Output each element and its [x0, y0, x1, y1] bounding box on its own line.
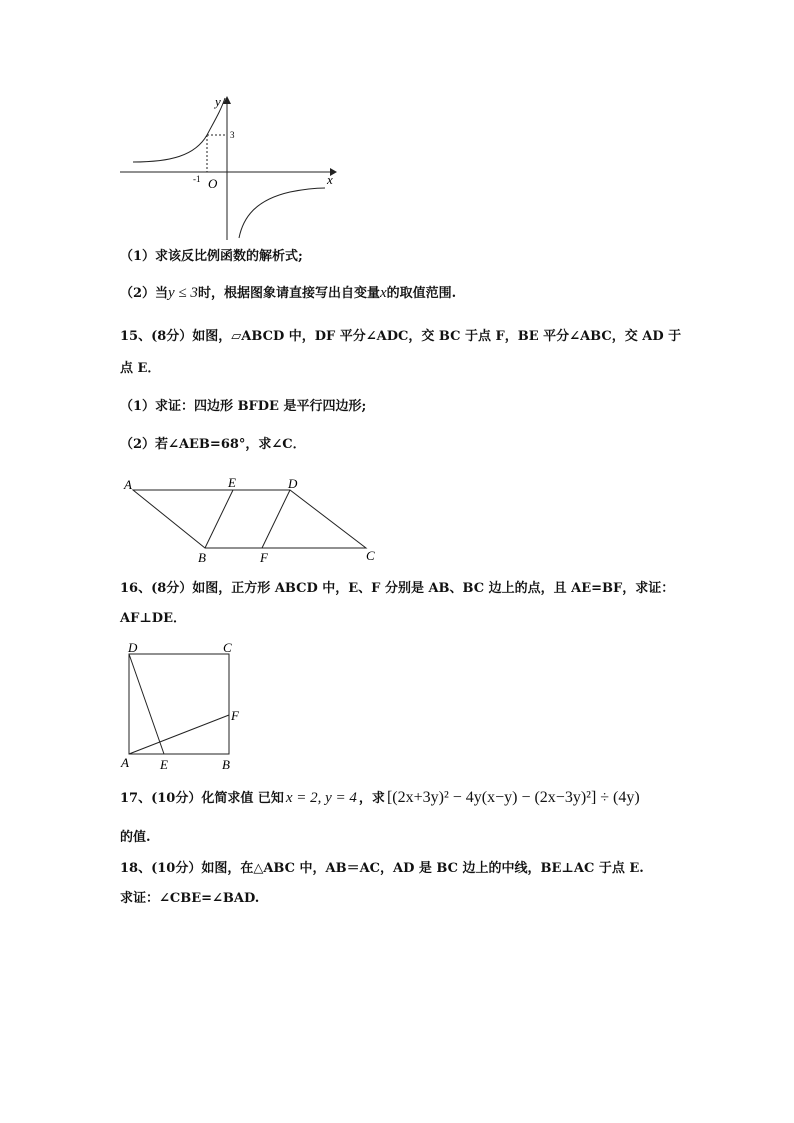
- tick-label-minus-1: -1: [193, 174, 201, 184]
- label-C: C: [366, 548, 375, 563]
- tick-label-3: 3: [230, 130, 235, 140]
- parallelogram-figure: [118, 474, 383, 566]
- q15-part1: （1）求证：四边形 BFDE 是平行四边形;: [120, 399, 367, 414]
- q17-line1: 17、(10分）化简求值 已知 x = 2, y = 4 ，求 [(2x+3y)² − 4y(x−y) − (2x−3y)²] ÷ (4y): [120, 789, 640, 806]
- q17-line2: 的值.: [120, 830, 151, 845]
- square-abcd: [129, 654, 229, 754]
- q14-variable: x: [379, 285, 387, 301]
- x-axis-label: x: [327, 172, 333, 187]
- label-B: B: [222, 757, 230, 772]
- q17-expression: [(2x+3y)² − 4y(x−y) − (2x−3y)²] ÷ (4y): [386, 789, 640, 806]
- function-graph: [115, 90, 345, 245]
- q14-part2: （2）当y ≤ 3时，根据图象请直接写出自变量x的取值范围.: [120, 285, 457, 301]
- label-F: F: [231, 708, 239, 723]
- label-A: A: [121, 755, 129, 770]
- q15-part2: （2）若∠AEB=68°，求∠C．: [120, 437, 306, 452]
- parallelogram-abcd: [133, 490, 366, 548]
- label-E: E: [228, 475, 236, 490]
- label-D: D: [288, 476, 298, 491]
- segment-be: [205, 490, 233, 548]
- square-figure: [118, 640, 248, 772]
- label-D: D: [128, 640, 138, 655]
- q17-condition: x = 2, y = 4: [285, 790, 357, 806]
- q15-line1: 15、(8分）如图，▱ABCD 中，DF 平分∠ADC，交 BC 于点 F，BE 平分∠ABC，交 AD 于: [120, 329, 682, 344]
- q18-line2: 求证：∠CBE=∠BAD.: [120, 891, 260, 906]
- curve-branch-left: [133, 98, 225, 162]
- segment-df: [262, 490, 290, 548]
- q14-part1: （1）求该反比例函数的解析式;: [120, 249, 303, 264]
- curve-branch-right: [239, 188, 325, 238]
- q14-condition: y ≤ 3: [168, 285, 198, 301]
- q16-line1: 16、(8分）如图，正方形 ABCD 中，E、F 分别是 AB、BC 边上的点，且 AE=BF，求证：: [120, 581, 675, 596]
- label-F: F: [260, 550, 268, 565]
- q15-line2: 点 E．: [120, 361, 161, 376]
- label-E: E: [160, 757, 168, 772]
- label-B: B: [198, 550, 206, 565]
- q16-line2: AF⊥DE．: [120, 611, 186, 626]
- origin-label: O: [208, 176, 218, 191]
- label-C: C: [223, 640, 232, 655]
- label-A: A: [124, 477, 132, 492]
- y-axis-label: y: [215, 94, 221, 109]
- q18-line1: 18、(10分）如图，在△ABC 中，AB＝AC，AD 是 BC 边上的中线，BE⊥AC 于点 E.: [120, 861, 644, 876]
- segment-de: [129, 654, 164, 754]
- segment-af: [129, 715, 229, 754]
